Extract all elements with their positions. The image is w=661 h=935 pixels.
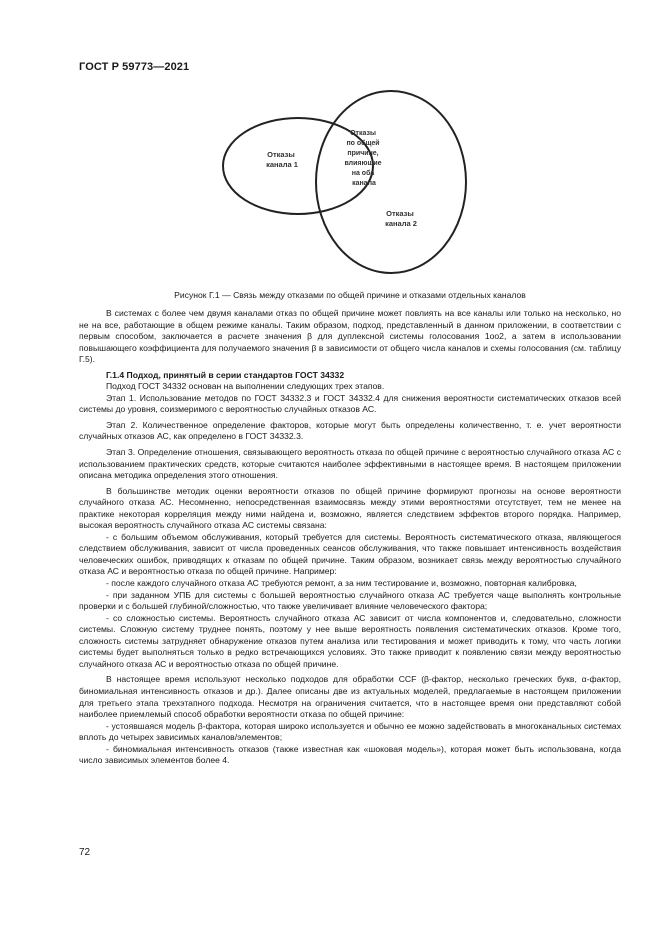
paragraph-stage-3: Этап 3. Определение отношения, связывающего вероятность отказа по общей причине с вероятностью случайного отказа АС с использованием практических средств, которые считаются наиболее эффективными в настоящее время. В настоящем приложении описана методика определения этого отношения. [79,447,621,481]
paragraph-methods: В большинстве методик оценки вероятности отказов по общей причине формируют прогнозы на основе вероятности случайного отказа АС. Несомненно, непосредственная взаимосвязь между этими вероятностями отсутствует, тем не менее на практике некоторая корреляция между ними найдена и, возможно, является следствием эффектов второго порядка. Например, высокая вероятность случайного отказа АС системы связана: [79,485,621,531]
list-item-proof-tests: - при заданном УПБ для системы с большей вероятностью случайного отказа АС требуется чаще выполнять контрольные проверки и с большей глубиной/сложностью, что также увеличивает влияние человеческого фактора; [79,589,621,612]
paragraph-stage-1: Этап 1. Использование методов по ГОСТ 34332.3 и ГОСТ 34332.4 для снижения вероятности систематических отказов всей системы до уровня, соизмеримого с вероятностью случайных отказов АС. [79,392,621,415]
center-region-label: Отказы по общей причине, влияющие на оба канала [344,130,382,187]
left-region-label: Отказы канала 1 [266,150,298,169]
venn-diagram-svg [218,86,472,286]
venn-diagram [218,86,472,286]
paragraph-ccf-approaches: В настоящее время используют несколько подходов для обработки CCF (β-фактор, несколько греческих букв, α-фактор, биномиальная интенсивность отказов и др.). Далее описаны две из актуальных моделей, предлагаемые в настоящем приложении для третьего этапа трехэтапного подхода. Несмотря на ограничения считается, что в настоящее время они представляют собой наиболее приемлемый способ обработки вероятности отказа по общей причине: [79,674,621,720]
paragraph-approach-intro: Подход ГОСТ 34332 основан на выполнении следующих трех этапов. [106,381,385,392]
body-text [79,308,621,767]
list-item-repair: - после каждого случайного отказа АС требуются ремонт, а за ним тестирование и, возможно, повторная калибровка, [106,578,577,589]
list-item-maintenance: - с большим объемом обслуживания, который требуется для системы. Вероятность систематического отказа, являющегося следствием обслуживания, зависит от числа проведенных сеансов обслуживания, что также повышает интенсивность воздействия человеческих ошибок, приводящих к отказам по общей причине. Таким образом, возникает связь между вероятностью случайного отказа АС и вероятностью отказа по общей причине. Например: [79,531,621,577]
section-heading: Г.1.4 Подход, принятый в серии стандартов ГОСТ 34332 [106,369,345,380]
list-item-beta-factor: - устоявшаяся модель β-фактора, которая широко используется и обычно ее можно задействовать в многоканальных системах вплоть до четырех зависимых каналов/элементов; [79,720,621,743]
figure-caption: Рисунок Г.1 — Связь между отказами по общей причине и отказами отдельных каналов [174,290,526,300]
document-code: ГОСТ Р 59773—2021 [79,61,190,73]
right-region-label: Отказы канала 2 [385,209,417,228]
paragraph-stage-2: Этап 2. Количественное определение факторов, которые могут быть определены количественно, т. е. учет вероятности случайных отказов АС, как определено в ГОСТ 34332.3. [79,419,621,442]
channel-2-ellipse [316,91,466,273]
list-item-complexity: - со сложностью системы. Вероятность случайного отказа АС зависит от числа компонентов и, следовательно, сложности системы. Сложную систему труднее понять, поэтому у нее выше вероятность появления систематических отказов. Кроме того, сложность системы затрудняет обнаружение отказов путем анализа или тестирования и может приводить к тому, что часть логики системы будет выполняться только в редко встречающихся условиях. Это также приводит к появлению связи между вероятностью случайного отказа АС и вероятностью отказа по общей причине. [79,612,621,669]
page-number: 72 [79,847,91,858]
list-item-binomial: - биномиальная интенсивность отказов (также известная как «шоковая модель»), которая может быть использована, когда число зависимых элементов более 4. [79,743,621,766]
paragraph-multichannel: В системах с более чем двумя каналами отказ по общей причине может повлиять на все каналы или только на несколько, но не на все, работающие в общем режиме каналы. Таким образом, подход, представленный в данном приложении, в соответствии с первым способом, заключается в расчете значения β для дуплексной системы голосования 1oo2, а затем в использовании повышающего коэффициента для получаемого значения β в зависимости от общего числа каналов и схемы голосования (см. таблицу Г.5). [79,308,621,365]
